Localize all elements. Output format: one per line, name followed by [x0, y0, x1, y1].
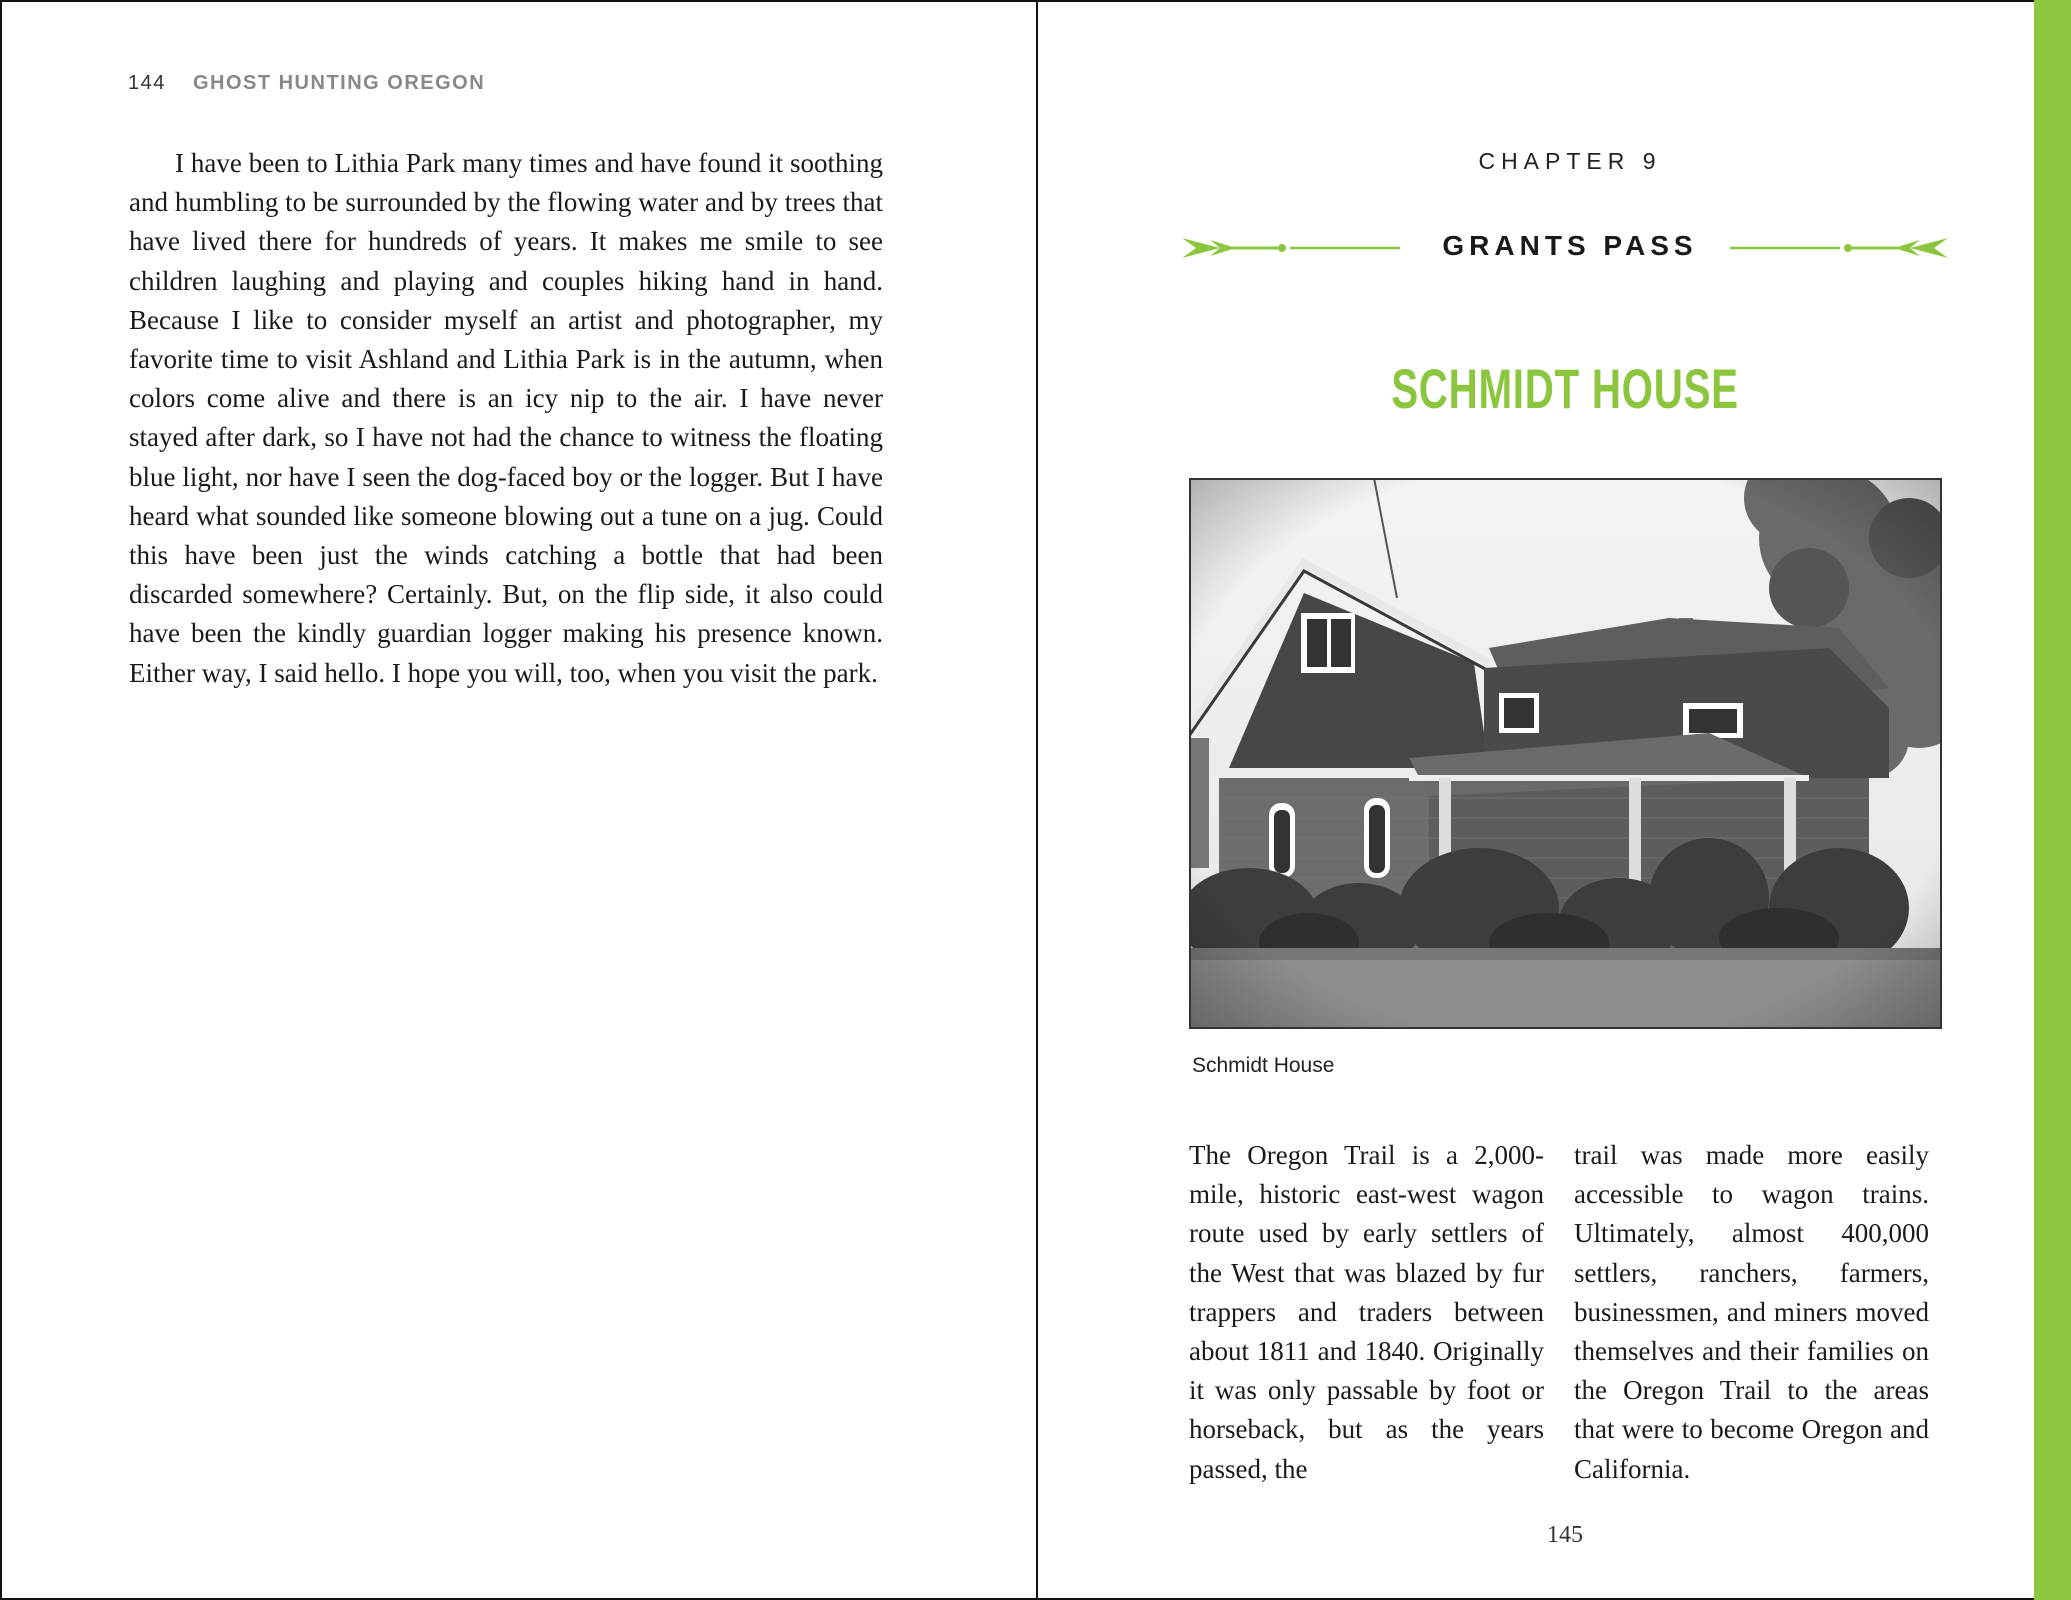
chapter-label: CHAPTER 9: [1478, 148, 1662, 174]
right-page-number: 145: [1547, 1522, 1583, 1548]
left-body-paragraph: I have been to Lithia Park many times and have found it soothing and humbling to be surrounded by the flowing water and by trees that have lived there for hundreds of years. It makes me smile to see children laughing and playing and couples hiking hand in hand. Because I like to consider myself an artist and photographer, my favorite time to visit Ashland and Lithia Park is in the autumn, when colors come alive and there is an icy nip to the air. I have never stayed after dark, so I have not had the chance to witness the floating blue light, nor have I seen the dog-faced boy or the logger. But I have heard what sounded like someone blowing out a tune on a jug. Could this have been just the winds catching a bottle that had been discarded somewhere? Certainly. But, on the flip side, it also could have been the kindly guardian logger making his presence known. Either way, I said hello. I hope you will, too, when you visit the park.: [129, 148, 883, 688]
photo-caption: Schmidt House: [1192, 1054, 1335, 1077]
left-page-number: 144: [128, 72, 166, 94]
schmidt-house-photo: [1189, 478, 1942, 1029]
running-title: GHOST HUNTING OREGON: [192, 72, 486, 94]
right-flourish-icon: [1730, 238, 1948, 258]
running-head: [128, 72, 485, 95]
green-edge-bar: [2034, 0, 2071, 1600]
body-column-left: The Oregon Trail is a 2,000-mile, historic east-west wagon route used by early settlers of the West that was blazed by fur trappers and traders between about 1811 and 1840. Originally it was only passable by foot or horseback, but as the years passed, the: [1189, 1140, 1544, 1484]
left-flourish-icon: [1182, 238, 1400, 258]
section-title: SCHMIDT HOUSE: [1391, 357, 1739, 420]
chapter-title: GRANTS PASS: [1442, 230, 1698, 261]
body-column-right: trail was made more easily accessible to wagon trains. Ultimately, almost 400,000 settlers, ranchers, farmers, businessmen, and miners moved themselves and their families on the Oregon Trail to the areas that were to become Oregon and California.: [1574, 1140, 1929, 1484]
